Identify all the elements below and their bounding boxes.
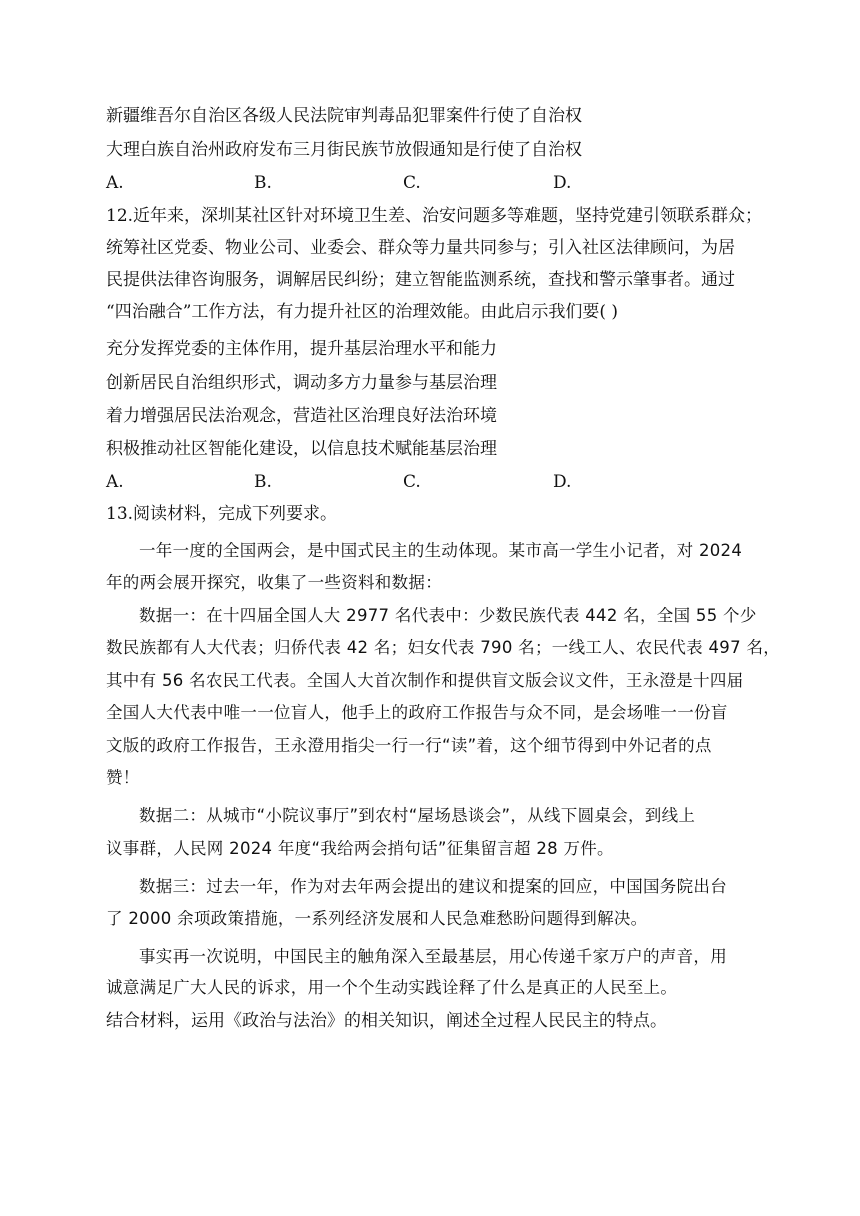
q12-stem-line-3: 民提供法律咨询服务，调解居民纠纷；建立智能监测系统，查找和警示肇事者。通过 [106,270,735,290]
q12-statement-2: 创新居民自治组织形式，调动多方力量参与基层治理 [106,373,497,393]
q11-option-a: A. [106,173,124,193]
q13-material-line-9: 数据二：从城市“小院议事厅”到农村“屋场恳谈会”，从线下圆桌会，到线上 [139,806,696,825]
q12-stem-line-2: 统筹社区党委、物业公司、业委会、群众等力量共同参与；引入社区法律顾问，为居 [106,238,735,258]
q11-statement-4: 大理白族自治州政府发布三月街民族节放假通知是行使了自治权 [106,140,582,160]
q12-statement-3: 着力增强居民法治观念，营造社区治理良好法治环境 [106,406,497,426]
q13-material-line-12: 了 2000 余项政策措施，一系列经济发展和人民急难愁盼问题得到解决。 [106,909,648,928]
q13-requirement: 结合材料，运用《政治与法治》的相关知识，阐述全过程人民民主的特点。 [106,1011,667,1031]
q13-material-line-2: 年的两会展开探究，收集了一些资料和数据： [106,573,442,592]
q13-material-line-14: 诚意满足广大人民的诉求，用一个个生动实践诠释了什么是真正的人民至上。 [106,978,678,997]
q12-statement-4: 积极推动社区智能化建设，以信息技术赋能基层治理 [106,439,497,459]
q12-option-a: A. [106,472,124,492]
q12-option-d: D. [553,472,572,492]
q11-option-d: D. [553,173,572,193]
q12-stem-line-1: 12.近年来，深圳某社区针对环境卫生差、治安问题多等难题，坚持党建引领联系群众； [106,206,763,226]
q12-stem-line-4: “四治融合”工作方法，有力提升社区的治理效能。由此启示我们要( ) [106,302,619,322]
q13-material-line-4: 数民族都有人大代表；归侨代表 42 名；妇女代表 790 名；一线工人、农民代表 497 名， [106,638,781,657]
q11-option-c: C. [403,173,421,193]
q13-material-line-13: 事实再一次说明，中国民主的触角深入至最基层，用心传递千家万户的声音，用 [139,947,727,966]
q12-statement-1: 充分发挥党委的主体作用，提升基层治理水平和能力 [106,339,497,359]
q11-option-b: B. [254,173,272,193]
q11-statement-3: 新疆维吾尔自治区各级人民法院审判毒品犯罪案件行使了自治权 [106,106,582,126]
q13-material-line-7: 文版的政府工作报告，王永澄用指尖一行一行“读”着，这个细节得到中外记者的点 [106,736,712,755]
q13-material-line-1: 一年一度的全国两会，是中国式民主的生动体现。某市高一学生小记者，对 2024 [139,541,743,560]
q13-material-line-3: 数据一：在十四届全国人大 2977 名代表中：少数民族代表 442 名，全国 55 个少 [139,606,757,625]
q12-option-b: B. [254,472,272,492]
q13-title: 13.阅读材料，完成下列要求。 [106,504,338,524]
q12-option-c: C. [403,472,421,492]
q13-material-line-11: 数据三：过去一年，作为对去年两会提出的建议和提案的回应，中国国务院出台 [139,877,727,896]
q13-material-line-8: 赞！ [106,768,140,787]
q13-material-line-6: 全国人大代表中唯一一位盲人，他手上的政府工作报告与众不同，是会场唯一一份盲 [106,703,728,722]
q13-material-line-5: 其中有 56 名农民工代表。全国人大首次制作和提供盲文版会议文件，王永澄是十四届 [106,671,744,690]
q13-material-line-10: 议事群，人民网 2024 年度“我给两会捎句话”征集留言超 28 万件。 [106,839,614,858]
